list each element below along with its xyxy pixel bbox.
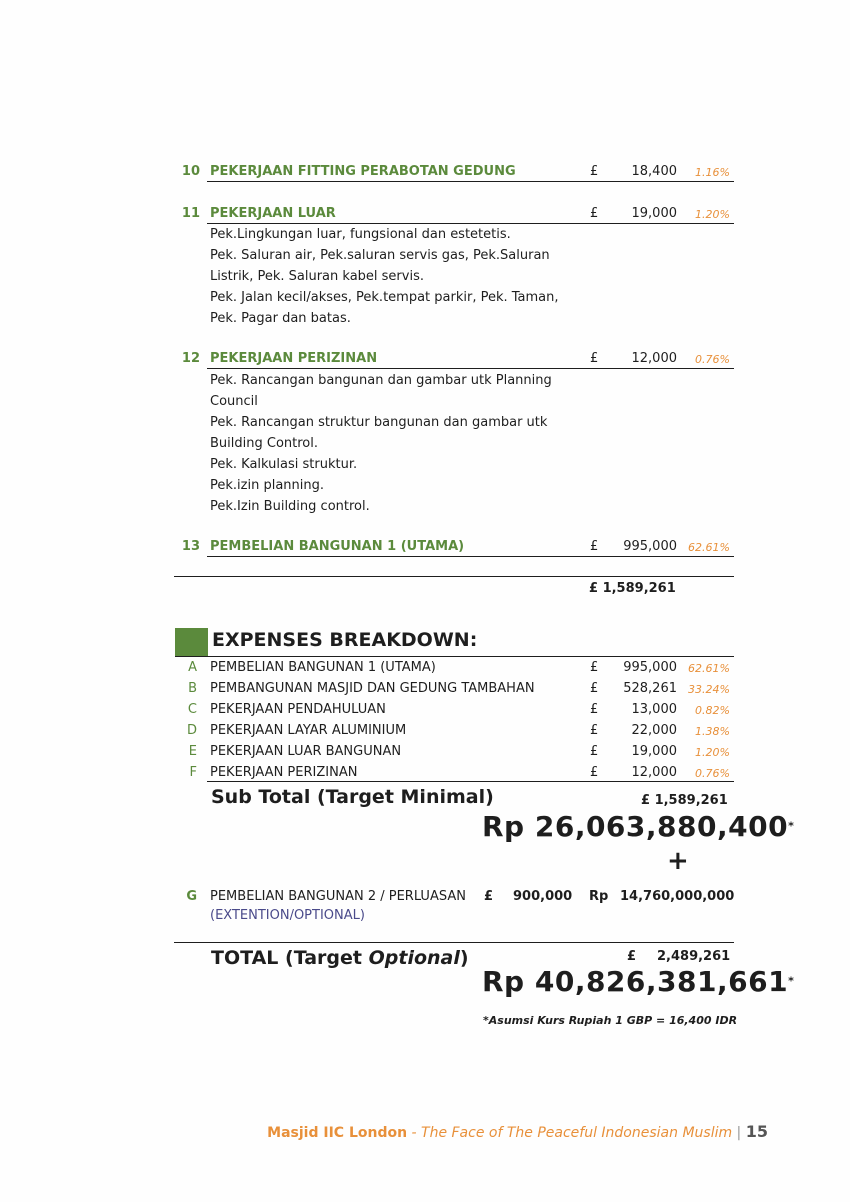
item-percent: 0.76% bbox=[695, 353, 730, 366]
grand-total: £ 1,589,261 bbox=[589, 581, 676, 596]
expense-label: PEMBELIAN BANGUNAN 1 (UTAMA) bbox=[210, 660, 436, 675]
currency-symbol: £ bbox=[627, 949, 637, 964]
divider bbox=[207, 556, 734, 557]
total-divider bbox=[174, 942, 734, 943]
page-footer: Masjid IIC London - The Face of The Peaceful Indonesian Muslim | 15 bbox=[267, 1122, 768, 1141]
item-title: PEKERJAAN PERIZINAN bbox=[210, 351, 378, 366]
expense-letter: E bbox=[188, 744, 197, 759]
optional-gbp: 900,000 bbox=[513, 889, 573, 904]
expense-amount: 13,000 bbox=[631, 702, 677, 717]
item-percent: 62.61% bbox=[688, 541, 730, 554]
footer-tagline: - The Face of The Peaceful Indonesian Muslim bbox=[407, 1125, 733, 1141]
item-amount: 12,000 bbox=[631, 351, 677, 366]
expense-percent: 0.76% bbox=[695, 767, 730, 780]
expense-label: PEKERJAAN LUAR BANGUNAN bbox=[210, 744, 402, 759]
subtotal-rp: Rp 26,063,880,400* bbox=[482, 810, 794, 843]
optional-sublabel: (EXTENTION/OPTIONAL) bbox=[210, 908, 365, 923]
item-percent: 1.20% bbox=[695, 208, 730, 221]
item-title: PEMBELIAN BANGUNAN 1 (UTAMA) bbox=[210, 539, 465, 554]
total-divider bbox=[174, 576, 734, 577]
currency-symbol: £ bbox=[590, 723, 599, 738]
expense-label: PEKERJAAN PENDAHULUAN bbox=[210, 702, 386, 717]
expense-percent: 33.24% bbox=[688, 683, 730, 696]
currency-symbol: £ bbox=[590, 539, 599, 554]
expense-amount: 22,000 bbox=[631, 723, 677, 738]
expense-amount: 19,000 bbox=[631, 744, 677, 759]
currency-symbol: £ bbox=[590, 744, 599, 759]
item-amount: 19,000 bbox=[631, 206, 677, 221]
currency-symbol: £ bbox=[590, 702, 599, 717]
item-number: 12 bbox=[181, 351, 200, 366]
footer-brand: Masjid IIC London bbox=[267, 1125, 408, 1141]
subtotal-label: Sub Total (Target Minimal) bbox=[211, 786, 494, 808]
currency-symbol: £ bbox=[590, 164, 599, 179]
subtotal-gbp: £ 1,589,261 bbox=[641, 793, 728, 808]
expense-letter: C bbox=[187, 702, 197, 717]
page-number: 15 bbox=[745, 1122, 768, 1141]
item-number: 10 bbox=[181, 164, 200, 179]
expenses-heading: EXPENSES BREAKDOWN: bbox=[212, 629, 478, 651]
section-marker bbox=[175, 628, 208, 657]
item-description: Pek. Rancangan bangunan dan gambar utk Planning Council Pek. Rancangan struktur bangunan dan gambar utk Building Control. Pek. Kalkulasi struktur. Pek.izin planning. Pek.Izin Building control. bbox=[210, 373, 552, 514]
currency-symbol: £ bbox=[590, 681, 599, 696]
optional-letter: G bbox=[186, 889, 197, 904]
expense-amount: 528,261 bbox=[623, 681, 677, 696]
currency-symbol: £ bbox=[590, 206, 599, 221]
currency-symbol: £ bbox=[484, 889, 494, 904]
expense-letter: A bbox=[188, 660, 197, 675]
item-title: PEKERJAAN LUAR bbox=[210, 206, 336, 221]
optional-rp: 14,760,000,000 bbox=[620, 889, 735, 904]
exchange-rate-note: *Asumsi Kurs Rupiah 1 GBP = 16,400 IDR bbox=[483, 1014, 738, 1027]
item-description: Pek.Lingkungan luar, fungsional dan estetetis. Pek. Saluran air, Pek.saluran servis gas, Pek.Saluran Listrik, Pek. Saluran kabel servis. Pek. Jalan kecil/akses, Pek.tempat parkir, Pek. Taman, Pek. Pagar dan batas. bbox=[210, 227, 559, 326]
item-percent: 1.16% bbox=[695, 166, 730, 179]
divider bbox=[207, 368, 734, 369]
expense-percent: 62.61% bbox=[688, 662, 730, 675]
plus-sign: + bbox=[667, 846, 689, 876]
expense-letter: B bbox=[188, 681, 197, 696]
total-gbp: 2,489,261 bbox=[657, 949, 731, 964]
expense-amount: 995,000 bbox=[623, 660, 677, 675]
currency-symbol: £ bbox=[590, 351, 599, 366]
expense-percent: 0.82% bbox=[695, 704, 730, 717]
total-rp: Rp 40,826,381,661* bbox=[482, 965, 794, 998]
item-number: 13 bbox=[181, 539, 200, 554]
expense-letter: F bbox=[189, 765, 197, 780]
expense-percent: 1.20% bbox=[695, 746, 730, 759]
expense-amount: 12,000 bbox=[631, 765, 677, 780]
currency-symbol: £ bbox=[590, 660, 599, 675]
total-label: TOTAL (Target Optional) bbox=[211, 947, 469, 969]
item-title: PEKERJAAN FITTING PERABOTAN GEDUNG bbox=[210, 164, 516, 179]
divider bbox=[175, 656, 734, 657]
optional-label: PEMBELIAN BANGUNAN 2 / PERLUASAN bbox=[210, 889, 466, 904]
item-number: 11 bbox=[181, 206, 200, 221]
divider bbox=[207, 181, 734, 182]
expense-label: PEKERJAAN PERIZINAN bbox=[210, 765, 358, 780]
currency-symbol: Rp bbox=[589, 889, 609, 904]
expense-label: PEMBANGUNAN MASJID DAN GEDUNG TAMBAHAN bbox=[210, 681, 535, 696]
item-amount: 18,400 bbox=[631, 164, 677, 179]
expense-label: PEKERJAAN LAYAR ALUMINIUM bbox=[210, 723, 407, 738]
expense-percent: 1.38% bbox=[695, 725, 730, 738]
currency-symbol: £ bbox=[590, 765, 599, 780]
divider bbox=[207, 781, 734, 782]
expense-letter: D bbox=[186, 723, 197, 738]
item-amount: 995,000 bbox=[623, 539, 677, 554]
